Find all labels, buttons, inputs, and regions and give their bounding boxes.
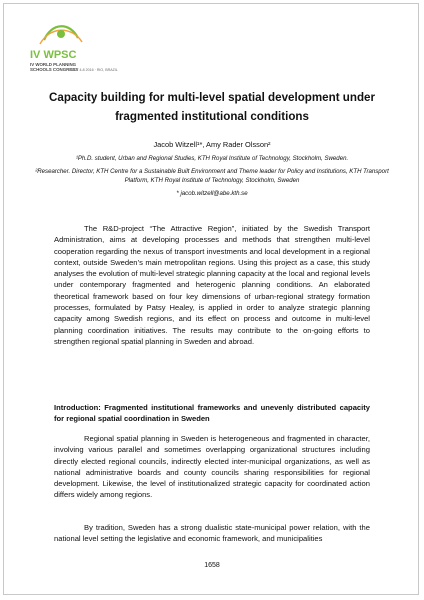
section-heading: Introduction: Fragmented institutional frameworks and unevenly distributed capacity for regional spatial coordination in Sweden: [54, 403, 370, 424]
logo-line1: IV WORLD PLANNING: [30, 62, 77, 67]
logo-line2: SCHOOLS CONGRESS: [30, 67, 79, 72]
intro-paragraph-1: Regional spatial planning in Sweden is heterogeneous and fragmented in character, involving various parallel and sometimes overlapping organizational structures including directly elected regional councils, indirectly elected inter-municipal organizations, as well as national administrative boards and county councils sharing responsibilities for regional development. Likewise, the level of institutionalized strategic capacity for coordinated action differs widely among regions.: [54, 434, 370, 500]
corresponding-email: * jacob.witzell@abe.kth.se: [176, 190, 248, 197]
congress-logo: [30, 20, 160, 80]
logo-name: IV WPSC: [30, 49, 77, 61]
affiliation-1: ¹Ph.D. student, Urban and Regional Studies, KTH Royal Institute of Technology, Stockholm, Sweden.: [75, 155, 349, 162]
page-number: 1658: [204, 562, 220, 569]
author-list: Jacob Witzell¹*, Amy Rader Olsson²: [153, 140, 271, 149]
affiliation-2: ²Researcher. Director, KTH Centre for a Sustainable Built Environment and Theme leader for Policy and Institutions, KTH Transport Platform, KTH Royal Institute of Technology, Stockholm, Sweden: [35, 168, 389, 184]
abstract-paragraph: The R&D-project “The Attractive Region”, initiated by the Swedish Transport Administration, aims at developing processes and methods that strengthen multi-level cooperation regarding the nexus of transport investments and local development in a regional context, outside Sweden’s main metropolitan regions. Using this project as a case, this study analyses the evolution of multi-level strategic planning capacity at the local and regional levels under contemporary fragmented and heterogenic planning conditions. An elaborated theoretical framework based on four key dimensions of urban-regional strategy formation processes, formulated by Patsy Healey, is applied in order to analyze strategic planning capacity among Swedish regions, and its effect on process and outcome in multi-level planning coordination initiatives. The results may contribute to the on-going efforts to strengthen regional spatial planning in Sweden and abroad.: [54, 224, 370, 346]
paper-title: Capacity building for multi-level spatial development under fragmented institutional conditions: [49, 91, 375, 123]
logo-tagline: JULY 4-8 2016 · RIO, BRAZIL: [70, 68, 118, 72]
intro-paragraph-2: By tradition, Sweden has a strong dualistic state-municipal power relation, with the national level setting the legislative and economic framework, and municipalities: [54, 523, 370, 544]
